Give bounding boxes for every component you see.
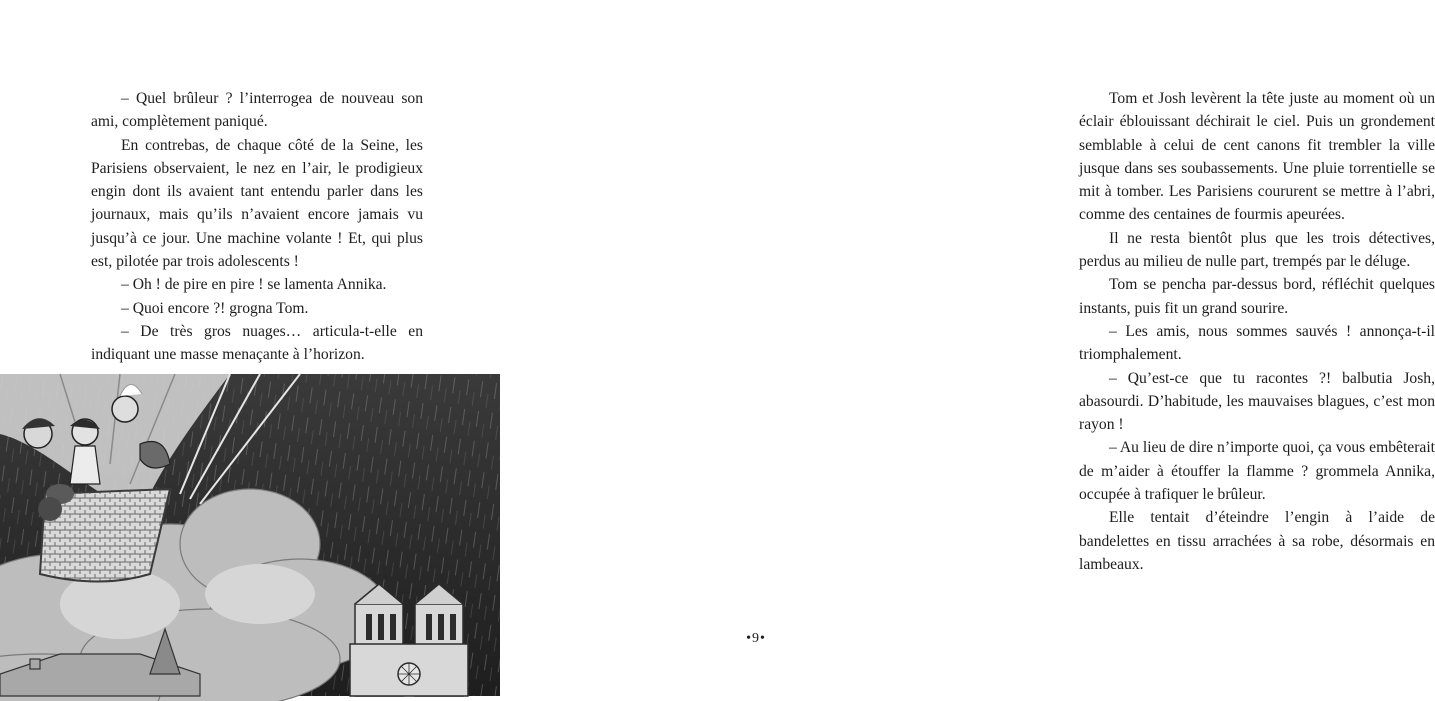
- right-page: [500, 0, 1435, 696]
- paragraph: – Au lieu de dire n’importe quoi, ça vous embêterait de m’aider à étouffer la flamme ? grommela Annika, occupée à trafiquer le brûleur.: [1079, 439, 1435, 504]
- paragraph: Elle tentait d’éteindre l’engin à l’aide de bandelettes en tissu arrachées à sa robe, désormais en lambeaux.: [1079, 509, 1435, 573]
- right-text-column: [1079, 87, 1435, 576]
- balloon-storm-illustration: [0, 374, 500, 696]
- left-page: [0, 0, 500, 696]
- paragraph: – Quel brûleur ? l’interrogea de nouveau son ami, complètement paniqué.: [91, 90, 423, 131]
- paragraph: – De très gros nuages… articula-t-elle en indiquant une masse menaçante à l’horizon.: [91, 322, 423, 364]
- paragraph: – Qu’est-ce que tu racontes ?! balbutia Josh, abasourdi. D’habitude, les mauvaises blagues, c’est mon rayon !: [1079, 369, 1435, 434]
- paragraph: Il ne resta bientôt plus que les trois détectives, perdus au milieu de nulle part, trempés par le déluge.: [1079, 229, 1435, 271]
- paragraph: – Quoi encore ?! grogna Tom.: [121, 299, 309, 317]
- paragraph: En contrebas, de chaque côté de la Seine, les Parisiens observaient, le nez en l’air, le prodigieux engin dont ils avaient tant entendu parler dans les journaux, mais qu’ils n’avaient encore jamais vu jusqu’à ce jour. Une machine volante ! Et, qui plus est, pilotée par trois adolescents !: [91, 136, 423, 271]
- paragraph: – Oh ! de pire en pire ! se lamenta Annika.: [121, 276, 387, 294]
- paragraph: – Les amis, nous sommes sauvés ! annonça-t-il triomphalement.: [1079, 322, 1435, 364]
- left-text-column: [91, 87, 423, 367]
- paragraph: Tom se pencha par-dessus bord, réfléchit quelques instants, puis fit un grand sourire.: [1079, 276, 1435, 317]
- page-number: •9•: [746, 631, 766, 646]
- paragraph: Tom et Josh levèrent la tête juste au moment où un éclair éblouissant déchirait le ciel. Puis un grondement semblable à celui de cent canons fit trembler la ville jusque dans ses soubassements. Une pluie torrentielle se mit à tomber. Les Parisiens coururent se mettre à l’abri, comme des centaines de fourmis apeurées.: [1079, 90, 1435, 224]
